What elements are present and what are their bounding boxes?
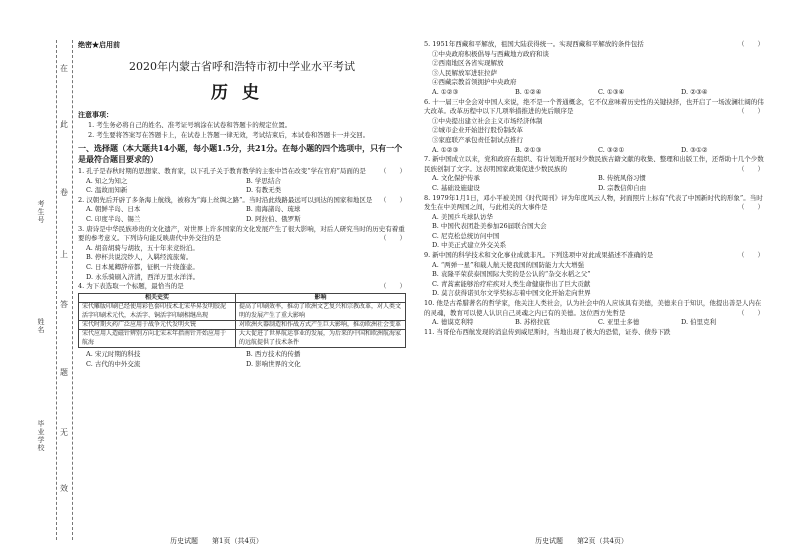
answer-option: C. 青蒿素能够治疗疟疾对人类生命健康作出了巨大贡献 — [432, 279, 591, 288]
question-item — [424, 251, 764, 299]
table-cell: 宋代时期火药广泛应用于战争元代发明火铳 — [79, 320, 236, 329]
answer-option: C. 印度半岛、锡兰 — [86, 214, 141, 223]
binding-line-outer — [56, 40, 57, 540]
question-text: 2. 汉朝先后开辟了多条海上航线，被称为“海上丝绸之路”。当时沿此线路最远可以到达的国家和地区是 — [78, 195, 373, 204]
question-text: 3. 唐诗是中华民族珍贵的文化遗产，对世界上许多国家的文化发展产生了很大影响，对后人研究当时的历史有着重要的参考意义。下列诗句能反映唐代中外交往的是 — [78, 224, 405, 243]
section-title: 一、选择题（本大题共14小题，每小题1.5分，共21分。在每小题的四个选项中，只有一个是最符合题目要求的） — [78, 143, 403, 164]
question-stem — [78, 196, 406, 206]
table-row — [79, 330, 406, 348]
table-header: 相关史实 — [79, 293, 236, 302]
notice-item: 1. 考生务必将自己的姓名、准考证号填涂在试卷和答题卡的规定位置。 — [88, 121, 292, 129]
binding-char: 题 — [60, 368, 68, 377]
question-statement: ③人民解放军进驻拉萨 — [432, 68, 497, 77]
answer-option: B. 传统风俗习惯 — [598, 174, 646, 183]
question-stem — [424, 155, 764, 174]
option-group — [78, 350, 406, 369]
question-text: 4. 为下表选取一个标题，最恰当的是 — [78, 282, 184, 291]
answer-option: C. 古代的中外交流 — [86, 359, 141, 368]
binding-char: 上 — [60, 250, 68, 259]
answer-option: A. “两弹一星”和载人航天使我国的国防能力大大增强 — [432, 260, 584, 269]
question-statement: ④西藏宗教首领拥护中央政府 — [432, 78, 517, 87]
answer-option: D. ②③④ — [681, 87, 708, 96]
question-text: 7. 新中国成立以来，党和政府在组织、有计划地开展对少数民族古籍文献的收集、整理和出版工作，还帮助十几个少数民族创制了文字。这表明国家政策促进少数民族的 — [424, 155, 764, 173]
question-statement: ①中央政府积极倡导与西藏地方政府和谈 — [432, 49, 549, 58]
answer-option: C. 日本晁卿辞帝都，征帆一片绕蓬壶。 — [86, 262, 199, 271]
answer-option: B. ①②④ — [515, 87, 542, 96]
option-group — [424, 146, 764, 156]
binding-char: 效 — [60, 484, 68, 493]
subject-title: 历史 — [211, 83, 273, 103]
table-header: 影响 — [235, 293, 405, 302]
question-item — [78, 167, 406, 196]
question-stem — [78, 282, 406, 292]
page-footer-right: 历史试题 第2页（共4页） — [535, 537, 628, 545]
binding-field-label: 考生号 — [37, 200, 45, 224]
question-item — [78, 196, 406, 225]
answer-paren: （ ） — [738, 203, 764, 212]
question-text: 8. 1979年1月1日，邓小平被美国《时代周刊》评为年度风云人物，封面照片上标有“代表了中国新时代的形象”。当时发生在中美两国之间，与此相关的大事件是 — [424, 193, 763, 212]
answer-option: B. 西方技术的传播 — [246, 350, 301, 359]
answer-option: A. 德谟克利特 — [432, 318, 474, 327]
question-item — [424, 328, 764, 338]
question-list-left — [78, 167, 406, 369]
page-right — [424, 40, 764, 337]
question-item — [424, 40, 764, 98]
binding-field-label: 姓名 — [37, 318, 45, 334]
answer-option: D. 中美正式建立外交关系 — [432, 241, 507, 250]
answer-paren: （ ） — [738, 251, 764, 260]
answer-paren: （ ） — [738, 164, 764, 173]
history-table — [78, 293, 406, 348]
answer-option: A. 知之为知之 — [86, 176, 128, 185]
answer-option: D. ③①② — [681, 145, 708, 154]
notice-title: 注意事项： — [78, 110, 113, 119]
question-text: 9. 新中国的科学技术和文化事业成就非凡。下列选项中对此成果描述不准确的是 — [424, 251, 654, 260]
option-group — [424, 261, 764, 299]
question-stem — [424, 328, 764, 338]
answer-option: A. 朝鲜半岛、日本 — [86, 205, 141, 214]
answer-paren: （ ） — [738, 308, 764, 317]
answer-option: A. ①②③ — [432, 87, 459, 96]
answer-option: D. 永乐骑刷入济清，西洋万里水洋洋。 — [86, 272, 200, 281]
table-cell: 大大促进了世界航运事业的发展，为后来的中国和欧洲航海家的远航提供了技术条件 — [235, 330, 405, 348]
answer-option: C. ③②① — [598, 145, 625, 154]
notice-item: 2. 考生要将答案写在答题卡上，在试卷上答题一律无效，考试结束后，本试卷和答题卡一并交回。 — [88, 130, 370, 139]
table-row — [79, 320, 406, 329]
binding-char: 在 — [60, 64, 68, 73]
question-statement: ②西南地区各省实现解放 — [432, 59, 504, 68]
exam-title: 2020年内蒙古省呼和浩特市初中学业水平考试 — [129, 60, 355, 73]
answer-paren: （ ） — [380, 234, 406, 243]
question-statement: ①中央提出建立社会主义市场经济体制 — [432, 116, 543, 125]
question-text: 1. 孔子是春秋时期的思想家、教育家，以下孔子关于教育教学的主张中旨在改变“学在官府”局面的是 — [78, 167, 366, 175]
question-statement: ③家庭联产承包责任制试点推行 — [432, 135, 523, 144]
question-text: 5. 1951年西藏和平解放，祖国大陆获得统一。实现西藏和平解放的条件包括 — [424, 40, 644, 48]
answer-option: D. 宗教信仰自由 — [598, 183, 647, 192]
answer-option: B. 中国代表团赴美参加26届联合国大会 — [432, 222, 547, 231]
answer-paren: （ ） — [738, 107, 764, 116]
answer-option: B. 学思结合 — [246, 176, 281, 185]
question-text: 6. 十一届三中全会对中国人来说，绝不是一个普通概念，它不仅意味着历史性的关键抉择，也开启了一场波澜壮阔的伟大改革。改革历程中以下几项举措推进的先后顺序是 — [424, 97, 764, 116]
answer-option: B. 停杯共说浣纱人，入羁经流旅菊。 — [86, 253, 193, 262]
option-group — [78, 177, 406, 196]
option-group — [424, 213, 764, 251]
answer-paren: （ ） — [380, 282, 406, 291]
table-cell: 宋代雕版印刷已经使用彩色套印技术北宋毕昇发明胶泥活字印刷术元代，木活字、铜活字印刷相继出现 — [79, 303, 236, 321]
question-stem — [424, 98, 764, 117]
question-item — [78, 225, 406, 283]
answer-option: D. 有教无类 — [246, 186, 282, 195]
question-stem — [424, 194, 764, 213]
answer-option: A. 美国乒乓球队访华 — [432, 212, 493, 221]
binding-char: 无 — [60, 428, 68, 437]
answer-option: D. 阿拉伯、俄罗斯 — [246, 214, 301, 223]
binding-line-inner — [72, 40, 73, 540]
table-cell: 宋代应用人造磁针辨别方向北宋末年指南针开始应用于航海 — [79, 330, 236, 348]
answer-option: A. 胡音胡骑与胡妆，五十年来竞纷泊。 — [86, 243, 199, 252]
table-cell: 对欧洲火器制造和作战方式产生巨大影响，推动欧洲社会变革 — [235, 320, 405, 329]
binding-char: 此 — [60, 120, 68, 129]
answer-option: A. 宋元时期的科技 — [86, 350, 141, 359]
option-group — [78, 244, 406, 282]
question-text: 11. 当哥伦布西航发现的消息传到威尼斯时，当地出现了极大的恐慌，证券、债券下跌 — [424, 327, 671, 336]
question-item — [424, 194, 764, 252]
question-stem — [78, 225, 406, 244]
question-stem — [78, 167, 406, 177]
answer-option: B. ②①③ — [515, 145, 542, 154]
secret-label: 绝密★启用前 — [78, 40, 120, 49]
notice — [78, 110, 406, 140]
option-group — [78, 205, 406, 224]
table-row — [79, 303, 406, 321]
question-item — [424, 299, 764, 328]
answer-option: C. 基础设施建设 — [432, 183, 480, 192]
binding-char: 卷 — [60, 188, 68, 197]
question-item — [424, 155, 764, 193]
table-cell: 提高了印刷效率，推动了欧洲文艺复兴和宗教改革，对人类文明的发展产生了重大影响 — [235, 303, 405, 321]
question-item — [424, 98, 764, 156]
page-left — [78, 40, 406, 369]
question-list-right — [424, 40, 764, 337]
answer-option: D. 影响世界的文化 — [246, 359, 301, 368]
answer-option: C. ①③④ — [598, 87, 625, 96]
answer-option: C. 亚里士多德 — [598, 318, 640, 327]
answer-option: C. 温故而知新 — [86, 186, 128, 195]
option-group — [424, 318, 764, 328]
answer-option: D. 伯里克利 — [681, 318, 717, 327]
question-statement: ②城市企业开始进行股份制改革 — [432, 126, 523, 135]
answer-option: C. 尼克松总统访问中国 — [432, 231, 500, 240]
question-stem — [424, 40, 764, 50]
answer-paren: （ ） — [380, 195, 406, 204]
binding-field-label: 毕业学校 — [37, 420, 45, 452]
binding-char: 答 — [60, 300, 68, 309]
option-group — [424, 88, 764, 98]
answer-paren: （ ） — [380, 167, 406, 175]
answer-option: A. ①②③ — [432, 145, 459, 154]
question-item — [78, 282, 406, 369]
answer-option: B. 南海諸岛、琉球 — [246, 205, 301, 214]
answer-option: A. 文化保护传承 — [432, 174, 480, 183]
option-group — [424, 174, 764, 193]
answer-option: D. 莫言获得诺贝尔文学奖标志着中国文化开始走向世界 — [432, 289, 591, 298]
question-stem — [424, 251, 764, 261]
answer-option: B. 袁隆平荣获泰国国际大奖的是公认的“杂交水稻之父” — [432, 270, 591, 279]
answer-paren: （ ） — [738, 40, 764, 48]
page-footer-left: 历史试题 第1页（共4页） — [170, 537, 263, 545]
answer-option: B. 苏格拉底 — [515, 318, 550, 327]
question-stem — [424, 299, 764, 318]
question-text: 10. 他是古希腊著名的哲学家，他关注人类社会，认为社会中的人应该具有美德，美德来自于知识，他提出善是人内在的灵魂，教育可以使人认识自己灵魂之内已有的美德。这位西方先哲是 — [424, 299, 762, 317]
